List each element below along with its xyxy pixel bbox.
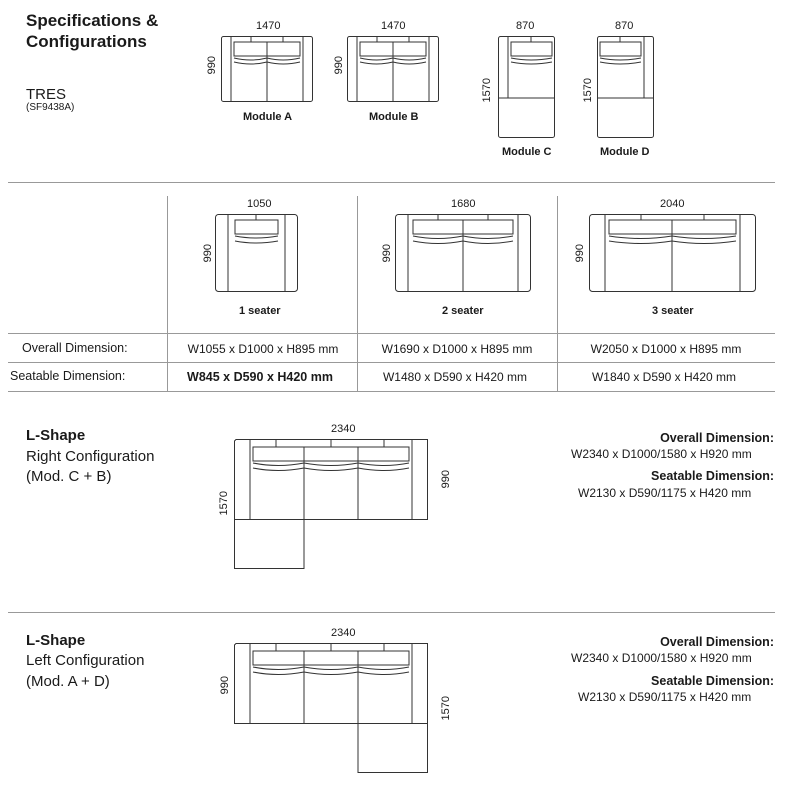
title-line-2: Configurations bbox=[26, 32, 147, 51]
three-seater-width: 2040 bbox=[660, 198, 685, 210]
lshape-right-overall: W2340 x D1000/1580 x H920 mm bbox=[571, 447, 752, 461]
module-a-label: Module A bbox=[243, 111, 293, 123]
one-seater-overall: W1055 x D1000 x H895 mm bbox=[187, 342, 339, 356]
one-seater-depth: 990 bbox=[202, 244, 214, 263]
module-a-width: 1470 bbox=[256, 20, 281, 32]
lshape-right-config: Right Configuration bbox=[26, 448, 155, 465]
module-b-width: 1470 bbox=[381, 20, 406, 32]
one-seater-seatable: W845 x D590 x H420 mm bbox=[187, 370, 333, 384]
one-seater-label: 1 seater bbox=[239, 305, 281, 317]
module-d-width: 870 bbox=[615, 20, 634, 32]
module-d-label: Module D bbox=[600, 146, 650, 158]
overall-dimension-label: Overall Dimension: bbox=[22, 341, 128, 355]
product-code: (SF9438A) bbox=[26, 102, 75, 113]
product-name: TRES bbox=[26, 86, 67, 103]
module-d-depth: 1570 bbox=[582, 78, 594, 103]
lshape-left-overall: W2340 x D1000/1580 x H920 mm bbox=[571, 651, 752, 665]
lshape-left-seatable-label: Seatable Dimension: bbox=[651, 674, 774, 688]
lshape-left-config: Left Configuration bbox=[26, 652, 145, 669]
lshape-right-seatable: W2130 x D590/1175 x H420 mm bbox=[578, 486, 752, 500]
lshape-right-depth: 990 bbox=[440, 470, 452, 489]
lshape-left-seatable: W2130 x D590/1175 x H420 mm bbox=[578, 690, 752, 704]
one-seater-drawing bbox=[215, 214, 298, 292]
lshape-right-seatable-label: Seatable Dimension: bbox=[651, 469, 774, 483]
lshape-left-modules: (Mod. A + D) bbox=[26, 673, 110, 690]
three-seater-label: 3 seater bbox=[652, 305, 694, 317]
three-seater-seatable: W1840 x D590 x H420 mm bbox=[591, 370, 737, 384]
lshape-left-depth-long: 1570 bbox=[440, 696, 452, 721]
two-seater-label: 2 seater bbox=[442, 305, 484, 317]
module-c-label: Module C bbox=[502, 146, 552, 158]
two-seater-seatable: W1480 x D590 x H420 mm bbox=[382, 370, 528, 384]
module-a-depth: 990 bbox=[206, 56, 218, 75]
lshape-right-width: 2340 bbox=[331, 423, 356, 435]
three-seater-depth: 990 bbox=[574, 244, 586, 263]
title-line-1: Specifications & bbox=[26, 11, 159, 30]
lshape-left-title: L-Shape bbox=[26, 632, 86, 649]
lshape-right-drawing bbox=[234, 439, 430, 569]
lshape-left-drawing bbox=[234, 643, 430, 773]
two-seater-width: 1680 bbox=[451, 198, 476, 210]
two-seater-depth: 990 bbox=[381, 244, 393, 263]
seatable-dimension-label: Seatable Dimension: bbox=[10, 369, 126, 383]
three-seater-overall: W2050 x D1000 x H895 mm bbox=[590, 342, 742, 356]
module-b-depth: 990 bbox=[333, 56, 345, 75]
two-seater-overall: W1690 x D1000 x H895 mm bbox=[381, 342, 533, 356]
lshape-left-depth: 990 bbox=[219, 676, 231, 695]
module-c-width: 870 bbox=[516, 20, 535, 32]
lshape-left-overall-label: Overall Dimension: bbox=[660, 635, 774, 649]
module-c-depth: 1570 bbox=[481, 78, 493, 103]
three-seater-drawing bbox=[589, 214, 756, 292]
one-seater-width: 1050 bbox=[247, 198, 272, 210]
lshape-right-title: L-Shape bbox=[26, 427, 86, 444]
module-b-label: Module B bbox=[369, 111, 419, 123]
lshape-right-overall-label: Overall Dimension: bbox=[660, 431, 774, 445]
two-seater-drawing bbox=[395, 214, 531, 292]
lshape-right-depth-long: 1570 bbox=[218, 491, 230, 516]
lshape-right-modules: (Mod. C + B) bbox=[26, 468, 112, 485]
lshape-left-width: 2340 bbox=[331, 627, 356, 639]
